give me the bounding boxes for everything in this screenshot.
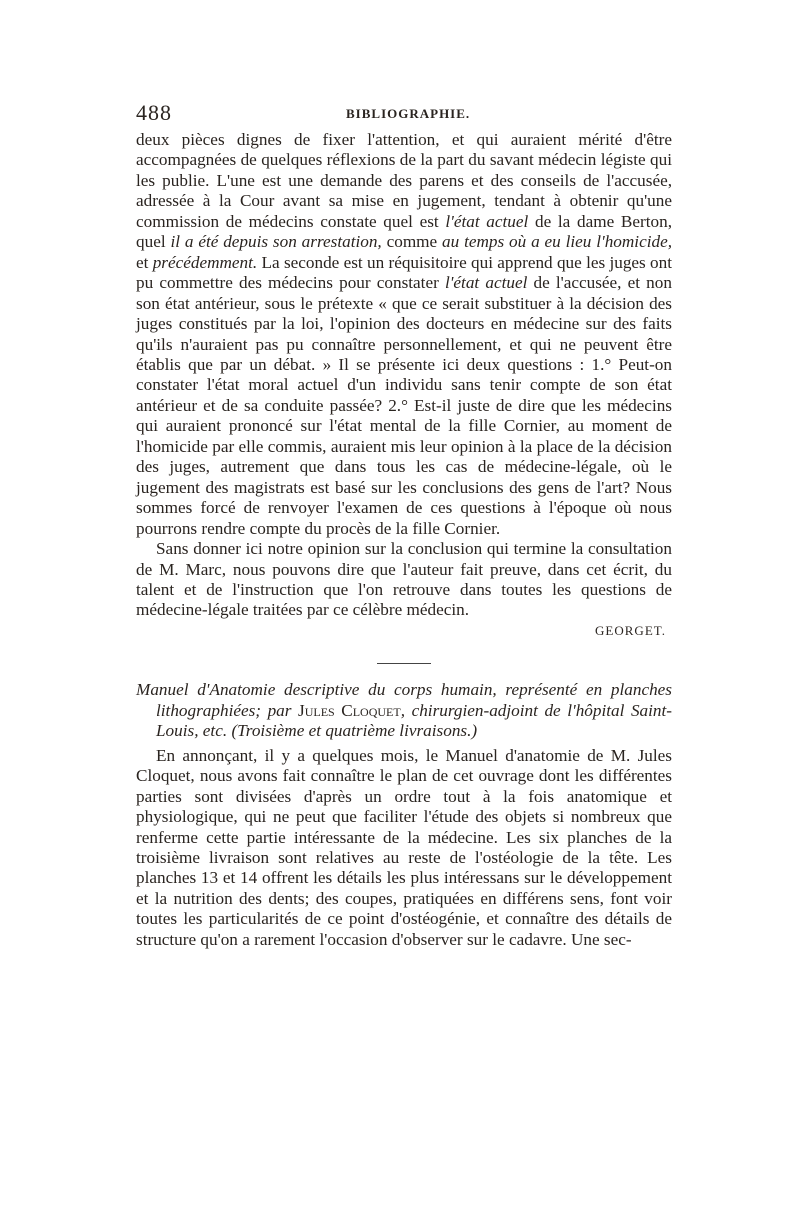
italic-run: il a été depuis son arrestation,: [170, 232, 382, 252]
author-signature: GEORGET.: [595, 622, 666, 638]
text-run: de la dame Berton, quel: [136, 211, 672, 252]
page-number: 488: [136, 100, 172, 125]
body-text: [136, 130, 672, 950]
italic-run: précédemment.: [152, 252, 258, 272]
text-run: de l'accusée, et non son état antérieur, sous le prétexte « que ce serait substituer à la décision des juges constitués par la loi, l'opinion des docteurs en médecine sur des faits qu'ils n'auraient pas pu connaître personnellement, et qui ne peuvent être établis que par un débat. » Il se présente ici deux questions : 1.° Peut-on constater l'état moral actuel d'un individu sans tenir compte de son état antérieur et de sa conduite passée? 2.° Est-il juste de dire que les médecins qui auraient prononcé sur l'état mental de la fille Cornier, au moment de l'homicide par elle commis, auraient mis leur opinion à la place de la décision des juges, autrement que dans tous les cas de médecine-légale, où le jugement des magistrats est basé sur les conclusions des gens de l'art? Nous sommes forcé de renvoyer l'examen de ces questions à l'époque où nous pourrons rendre compte du procès de la fille Cornier.: [136, 273, 672, 538]
page-header: [136, 100, 676, 128]
text-run: et: [136, 252, 153, 272]
text-run: La seconde est un réquisitoire qui apprend que les juges ont pu commettre des médecins pour constater: [136, 252, 672, 293]
title-run: (Troisième et quatrième livraisons.): [231, 721, 478, 741]
running-head: BIBLIOGRAPHIE.: [346, 106, 471, 121]
italic-run: l'état actuel: [445, 211, 529, 231]
text-run: deux pièces dignes de fixer l'attention, et qui auraient mérité d'être accompagnées de quelques réflexions de la part du savant médecin légiste qui les publie. L'une est une demande des parens et des conseils de l'accusée, adressée à la Cour avant sa mise en jugement, tendant à obtenir qu'une commission de médecins constate quel est: [136, 130, 672, 231]
italic-run: au temps où a eu lieu l'homicide,: [442, 232, 673, 252]
text-run: comme: [381, 232, 443, 252]
book-review-title: [136, 680, 672, 741]
title-run: Manuel d'Anatomie descriptive du corps humain, représenté en planches lithographiées; par: [136, 680, 672, 720]
article1-paragraph-2: Sans donner ici notre opinion sur la conclusion qui termine la consultation de M. Marc, nous pouvons dire que l'auteur fait preuve, dans cet écrit, du talent et de l'instruction que l'on retrouve dans toutes les questions de médecine-légale traitées par ce célèbre médecin.: [136, 539, 672, 620]
section-divider: [377, 663, 431, 664]
italic-run: l'état actuel: [444, 273, 528, 293]
article1-paragraph-1: [136, 130, 672, 539]
author-name: Jules Cloquet: [298, 700, 401, 720]
article2-paragraph-1: En annonçant, il y a quelques mois, le Manuel d'anatomie de M. Jules Cloquet, nous avons fait connaître le plan de cet ouvrage dont les différentes parties sont divisées d'après un ordre tout à la fois anatomique et physiologique, qui ne peut que faciliter l'étude des objets si nombreux que renferme cette partie intéressante de la médecine. Les six planches de la troisième livraison sont relatives au reste de l'ostéologie de la tête. Les planches 13 et 14 offrent les détails les plus intéressans sur le développement et la nutrition des dents; des coupes, pratiquées en différens sens, font voir toutes les particularités de ce point d'ostéogénie, et connaître des détails de structure qu'on a rarement l'occasion d'observer sur le cadavre. Une sec-: [136, 745, 672, 949]
title-run: , chirurgien-adjoint de l'hôpital Saint-Louis, etc.: [156, 700, 672, 741]
